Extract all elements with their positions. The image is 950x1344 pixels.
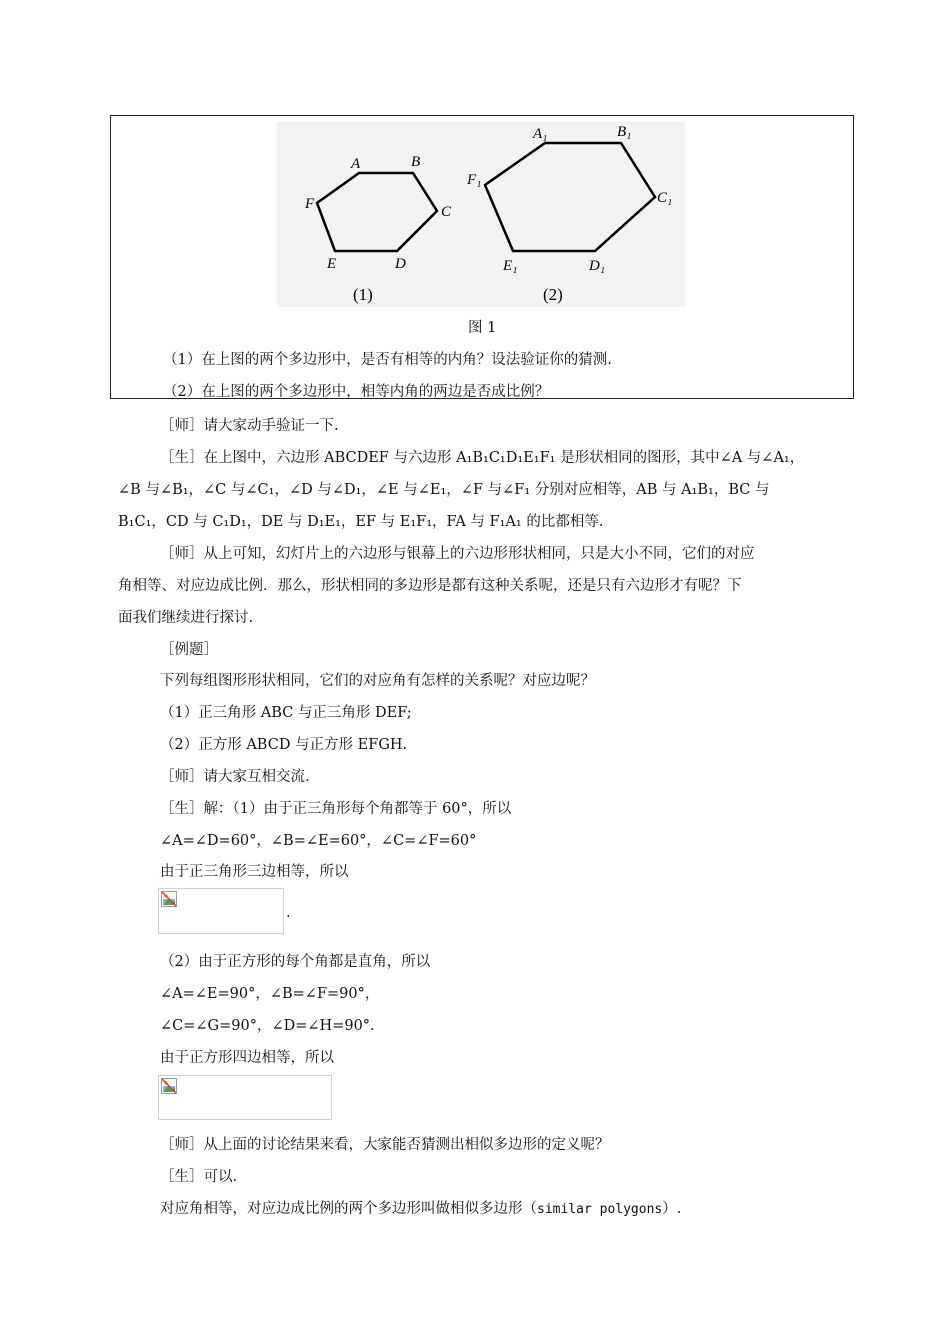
line-20: 由于正方形四边相等，所以	[160, 1050, 334, 1066]
broken-image-icon	[161, 891, 177, 907]
label-D: D	[395, 256, 406, 272]
line-11: （2）正方形 ABCD 与正方形 EFGH.	[160, 737, 408, 753]
line-3: ∠B 与∠B₁，∠C 与∠C₁，∠D 与∠D₁，∠E 与∠E₁，∠F 与∠F₁ 分别对应相等，AB 与 A₁B₁，BC 与	[118, 482, 770, 498]
label-B1: B₁	[617, 124, 632, 140]
hexagon-drawing	[277, 122, 685, 307]
label-A1: A₁	[533, 126, 548, 142]
line-23	[160, 1197, 681, 1218]
label-E1: E₁	[503, 258, 518, 274]
line-18: ∠A=∠E=90°，∠B=∠F=90°，	[160, 986, 380, 1002]
label-A: A	[351, 156, 361, 172]
line-17: （2）由于正方形的每个角都是直角，所以	[160, 954, 431, 970]
line-9: 下列每组图形形状相同，它们的对应角有怎样的关系呢？对应边呢？	[160, 673, 595, 689]
line-12: ［师］请大家互相交流.	[160, 769, 310, 785]
line-5: ［师］从上可知，幻灯片上的六边形与银幕上的六边形形状相同，只是大小不同，它们的对应	[160, 546, 755, 562]
box-question-2: （2）在上图的两个多边形中，相等内角的两边是否成比例？	[163, 384, 550, 400]
line-6: 角相等、对应边成比例．那么，形状相同的多边形是都有这种关系呢，还是只有六边形才有呢？下	[118, 578, 742, 594]
label-B: B	[411, 154, 421, 170]
figure-caption: 图 1	[468, 320, 497, 336]
label-F1: F₁	[467, 172, 482, 188]
line-14: ∠A=∠D=60°，∠B=∠E=60°，∠C=∠F=60°	[160, 833, 477, 849]
line-10: （1）正三角形 ABC 与正三角形 DEF;	[160, 705, 412, 721]
label-D1: D₁	[589, 258, 606, 274]
line-1: ［师］请大家动手验证一下.	[160, 418, 339, 434]
label-C: C	[441, 204, 452, 220]
label-C1: C₁	[657, 190, 673, 206]
definition-text: 对应角相等，对应边成比例的两个多边形叫做相似多边形（	[160, 1201, 537, 1217]
hexagon-2	[485, 143, 655, 251]
line-13: ［生］解：（1）由于正三角形每个角都等于 60°，所以	[160, 801, 512, 817]
line-22: ［生］可以.	[160, 1169, 238, 1185]
definition-end: ）.	[662, 1201, 682, 1217]
broken-image-1	[158, 888, 284, 934]
line-4: B₁C₁，CD 与 C₁D₁，DE 与 D₁E₁，EF 与 E₁F₁，FA 与 F₁A₁ 的比都相等.	[118, 514, 604, 530]
line-21: ［师］从上面的讨论结果来看，大家能否猜测出相似多边形的定义呢？	[160, 1137, 610, 1153]
line-7: 面我们继续进行探讨.	[118, 610, 254, 626]
label-E: E	[327, 256, 337, 272]
line-19: ∠C=∠G=90°，∠D=∠H=90°.	[160, 1018, 375, 1034]
box-question-1: （1）在上图的两个多边形中，是否有相等的内角？设法验证你的猜测.	[163, 352, 612, 368]
hexagon-1	[317, 173, 437, 251]
line-8: ［例题］	[160, 642, 218, 658]
definition-term: similar polygons	[537, 1202, 663, 1217]
line-15: 由于正三角形三边相等，所以	[160, 864, 349, 880]
sub-label-1: (1)	[353, 285, 373, 304]
sub-label-2: (2)	[543, 285, 563, 304]
broken-image-2	[158, 1075, 332, 1120]
broken-image-icon	[161, 1078, 177, 1094]
label-F: F	[305, 196, 315, 212]
line-16: .	[286, 905, 291, 921]
hexagon-figure	[277, 122, 685, 307]
line-2: ［生］在上图中，六边形 ABCDEF 与六边形 A₁B₁C₁D₁E₁F₁ 是形状相同的图形，其中∠A 与∠A₁，	[160, 450, 805, 466]
